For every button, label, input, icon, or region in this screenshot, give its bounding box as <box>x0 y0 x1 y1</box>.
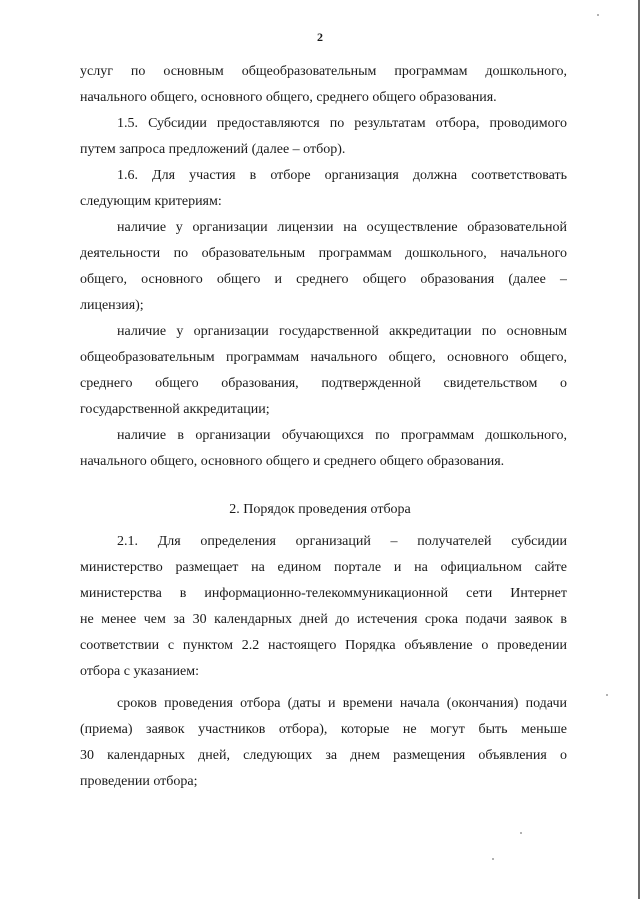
text-line: (приема) заявок участников отбора), которые не могут быть меньше <box>80 722 567 737</box>
text-line: государственной аккредитации; <box>80 402 270 417</box>
criterion-students-line: наличие в организации обучающихся по программам дошкольного, <box>117 428 567 443</box>
scan-speck <box>597 14 599 16</box>
criterion-license-line: наличие у организации лицензии на осуществление образовательной <box>117 220 567 235</box>
paragraph-1-6-line: 1.6. Для участия в отборе организация должна соответствовать <box>117 168 567 183</box>
text-line: начального общего, основного общего, среднего общего образования. <box>80 90 497 105</box>
paragraph-deadlines-line: сроков проведения отбора (даты и времени начала (окончания) подачи <box>117 696 567 711</box>
criterion-accreditation-line: наличие у организации государственной аккредитации по основным <box>117 324 567 339</box>
text-line: министерство размещает на едином портале и на официальном сайте <box>80 560 567 575</box>
text-line: проведении отбора; <box>80 774 198 789</box>
text-line: услуг по основным общеобразовательным программам дошкольного, <box>80 64 567 79</box>
text-line: лицензия); <box>80 298 144 313</box>
text-line: общеобразовательным программам начального общего, основного общего, <box>80 350 567 365</box>
text-line: отбора с указанием: <box>80 664 199 679</box>
scan-speck <box>520 832 522 834</box>
scan-speck <box>492 858 494 860</box>
section-heading: 2. Порядок проведения отбора <box>229 502 411 517</box>
text-line: 30 календарных дней, следующих за днем размещения объявления о <box>80 748 567 763</box>
page-number: 2 <box>317 30 323 44</box>
paragraph-1-5-line: 1.5. Субсидии предоставляются по результатам отбора, проводимого <box>117 116 567 131</box>
paragraph-2-1-line: 2.1. Для определения организаций – получателей субсидии <box>117 534 567 549</box>
text-line: следующим критериям: <box>80 194 222 209</box>
text-line: соответствии с пунктом 2.2 настоящего Порядка объявление о проведении <box>80 638 567 653</box>
text-line: общего, основного общего и среднего общего образования (далее – <box>80 272 567 287</box>
text-line: не менее чем за 30 календарных дней до истечения срока подачи заявок в <box>80 612 567 627</box>
text-line: начального общего, основного общего и среднего общего образования. <box>80 454 505 469</box>
scan-speck <box>606 694 608 696</box>
text-line: министерства в информационно-телекоммуникационной сети Интернет <box>80 586 567 601</box>
text-line: деятельности по образовательным программам дошкольного, начального <box>80 246 567 261</box>
text-line: среднего общего образования, подтвержденной свидетельством о <box>80 376 567 391</box>
text-line: путем запроса предложений (далее – отбор). <box>80 142 346 157</box>
